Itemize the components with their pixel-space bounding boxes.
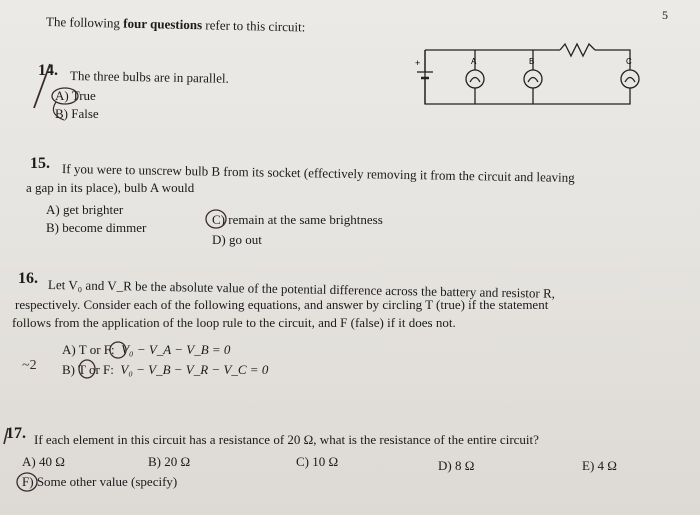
q15-option-c[interactable]: C) remain at the same brightness [212,212,383,227]
page-number: 5 [662,8,668,22]
bulb-label-b: B [529,57,535,66]
circuit-diagram [415,42,645,112]
q15-number: 15. [30,155,50,172]
q17-option-b[interactable]: B) 20 Ω [148,454,191,469]
q17-question: If each element in this circuit has a resistance of 20 Ω, what is the resistance of the entire circuit? [34,432,539,447]
q16-number: 16. [18,270,38,287]
handwritten-mark: ~2 [22,358,37,373]
q16-line3: follows from the application of the loop rule to the circuit, and F (false) if it does not. [12,315,456,330]
q15-line2: a gap in its place), bulb A would [26,180,195,195]
q15-option-a[interactable]: A) get brighter [46,202,124,217]
q17-option-c[interactable]: C) 10 Ω [296,454,339,469]
resistor-zigzag [560,44,595,56]
q14-question: The three bulbs are in parallel. [69,68,229,86]
q17-option-a[interactable]: A) 40 Ω [22,454,65,469]
battery-plus-sign: + [415,58,421,68]
handwritten-circle-mark-q17 [2,426,42,496]
handwritten-circle-mark-f [108,340,138,370]
q17-option-f[interactable]: F) Some other value (specify) [22,474,178,489]
q17-option-e[interactable]: E) 4 Ω [582,458,617,473]
handwritten-circle-mark [204,207,234,237]
q16-item-b[interactable]: B) T or F: V₀ − V_B − V_R − V_C = 0 [62,362,269,377]
q14-option-b[interactable]: B) False [55,106,99,121]
q15-line1: If you were to unscrew bulb B from its socket (effectively removing it from the circuit and leaving [61,161,575,185]
q16-line1: Let V₀ and V_R be the absolute value of the potential difference across the battery and resistor R, [47,277,556,301]
bulb-label-c: C [626,57,632,66]
q15-option-d[interactable]: D) go out [212,232,262,247]
q15-option-b[interactable]: B) become dimmer [46,220,147,235]
q17-number: 17. [6,425,26,442]
q17-option-d[interactable]: D) 8 Ω [438,458,475,473]
q16-item-a[interactable]: A) T or F: V₀ − V_A − V_B = 0 [62,342,231,357]
q14-number: 14. [38,62,58,79]
handwritten-slash-mark [28,58,88,118]
q16-line2: respectively. Consider each of the following equations, and answer by circling T (true) if the statement [15,297,549,312]
intro-text: The following four questions refer to this circuit: [45,14,306,35]
q14-option-a[interactable]: A) True [55,88,96,103]
bulb-label-a: A [471,57,477,66]
handwritten-circle-mark-t [76,358,106,388]
